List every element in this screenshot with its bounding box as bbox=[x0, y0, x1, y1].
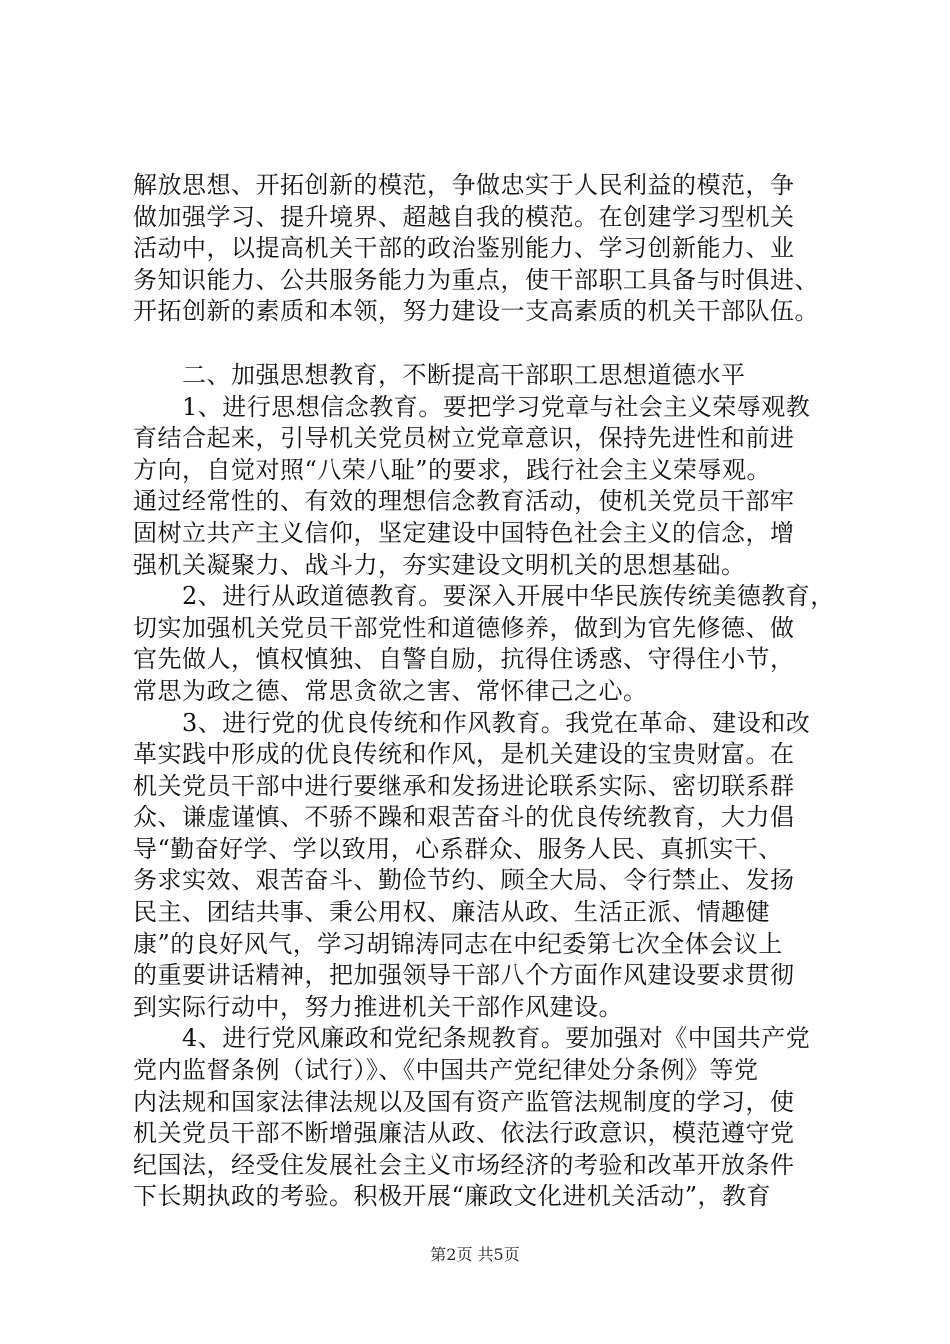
text-line: 民主、团结共事、秉公用权、廉洁从政、生活正派、情趣健 bbox=[133, 898, 770, 927]
text-line: 到实际行动中，努力推进机关干部作风建设。 bbox=[133, 992, 623, 1021]
text-line: 务求实效、艰苦奋斗、勤俭节约、顾全大局、令行禁止、发扬 bbox=[133, 866, 795, 895]
text-line: 党内监督条例（试行）》、《中国共产党纪律处分条例》等党 bbox=[133, 1056, 759, 1085]
text-line: 革实践中形成的优良传统和作风，是机关建设的宝贵财富。在 bbox=[133, 740, 795, 769]
text-line: 活动中，以提高机关干部的政治鉴别能力、学习创新能力、业 bbox=[133, 234, 795, 263]
text-line: 3、进行党的优良传统和作风教育。我党在革命、建设和改 bbox=[133, 708, 811, 737]
text-line: 机关党员干部不断增强廉洁从政、依法行政意识，模范遵守党 bbox=[133, 1119, 795, 1148]
text-line: 官先做人，慎权慎独、自警自励，抗得住诱惑、守得住小节， bbox=[133, 645, 795, 674]
paragraph-spacer bbox=[133, 328, 828, 360]
text-line: 务知识能力、公共服务能力为重点，使干部职工具备与时俱进、 bbox=[133, 265, 819, 294]
text-line: 的重要讲话精神，把加强领导干部八个方面作风建设要求贯彻 bbox=[133, 961, 795, 990]
text-line: 切实加强机关党员干部党性和道德修养，做到为官先修德、做 bbox=[133, 613, 795, 642]
text-line: 二、加强思想教育，不断提高干部职工思想道德水平 bbox=[133, 360, 746, 389]
text-line: 内法规和国家法律法规以及国有资产监管法规制度的学习，使 bbox=[133, 1087, 795, 1116]
text-line: 康”的良好风气，学习胡锦涛同志在中纪委第七次全体会议上 bbox=[133, 929, 783, 958]
text-line: 众、谦虚谨慎、不骄不躁和艰苦奋斗的优良传统教育，大力倡 bbox=[133, 803, 795, 832]
text-line: 开拓创新的素质和本领，努力建设一支高素质的机关干部队伍。 bbox=[133, 297, 819, 326]
text-line: 强机关凝聚力、战斗力，夯实建设文明机关的思想基础。 bbox=[133, 550, 746, 579]
text-line: 4、进行党风廉政和党纪条规教育。要加强对《中国共产党 bbox=[133, 1024, 811, 1053]
text-line: 1、进行思想信念教育。要把学习党章与社会主义荣辱观教 bbox=[133, 392, 811, 421]
text-line: 导“勤奋好学、学以致用，心系群众、服务人民、真抓实干、 bbox=[133, 834, 783, 863]
text-line: 固树立共产主义信仰，坚定建设中国特色社会主义的信念，增 bbox=[133, 518, 795, 547]
text-line: 纪国法，经受住发展社会主义市场经济的考验和改革开放条件 bbox=[133, 1150, 795, 1179]
text-line: 通过经常性的、有效的理想信念教育活动，使机关党员干部牢 bbox=[133, 487, 795, 516]
text-line: 2、进行从政道德教育。要深入开展中华民族传统美德教育， bbox=[133, 582, 835, 611]
text-line: 机关党员干部中进行要继承和发扬进论联系实际、密切联系群 bbox=[133, 771, 795, 800]
paragraph-block-1 bbox=[133, 170, 828, 328]
text-line: 育结合起来，引导机关党员树立党章意识，保持先进性和前进 bbox=[133, 424, 795, 453]
text-line: 解放思想、开拓创新的模范，争做忠实于人民利益的模范，争 bbox=[133, 171, 795, 199]
text-line: 做加强学习、提升境界、超越自我的模范。在创建学习型机关 bbox=[133, 202, 795, 231]
page-number-footer: 第2页 共5页 bbox=[430, 1245, 520, 1264]
text-line: 方向，自觉对照“八荣八耻”的要求，践行社会主义荣辱观。 bbox=[133, 455, 772, 484]
text-line: 常思为政之德、常思贪欲之害、常怀律己之心。 bbox=[133, 676, 648, 705]
document-body bbox=[133, 170, 835, 1213]
text-line: 下长期执政的考验。积极开展“廉政文化进机关活动”，教育 bbox=[133, 1182, 772, 1211]
paragraph-block-2 bbox=[133, 360, 835, 1213]
